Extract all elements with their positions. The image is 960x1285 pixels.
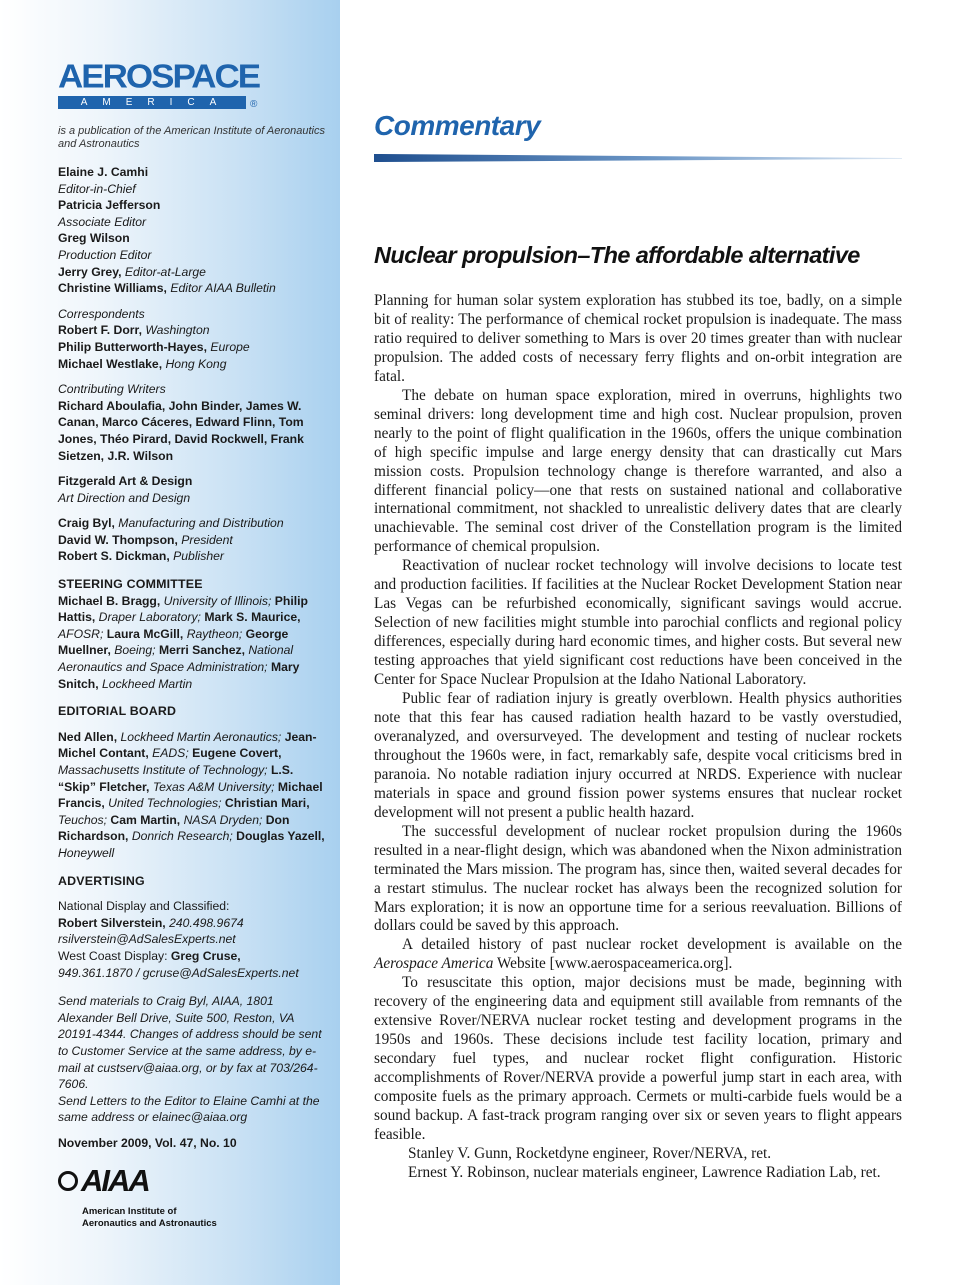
author-signature: Ernest Y. Robinson, nuclear materials engineer, Lawrence Radiation Lab, ret. [408, 1163, 881, 1181]
article-paragraph: Reactivation of nuclear rocket technology will involve decisions to locate test and production facilities. If facilities at the Nuclear Rocket Development Station near Las Vegas can be refurbished economically, significant savings would accrue. Selection of new facilities might stumble into parochial conflicts and regional policy differences, especially during hard economic times, and higher costs. But several new testing approaches that yield significant cost reductions have been conceived in the Center for Space Nuclear Propulsion at the Idaho National Laboratory. [374, 557, 902, 689]
business-line: Robert S. Dickman, Publisher [58, 549, 224, 564]
business-line: David W. Thompson, President [58, 532, 233, 547]
staff-name: Greg Wilson [58, 231, 130, 246]
staff-line [58, 264, 328, 281]
steering-heading: STEERING COMMITTEE [58, 577, 203, 592]
contributing-names: Richard Aboulafia, John Binder, James W. Canan, Marco Cáceres, Edward Flinn, Tom Jones, Théo Pirard, David Rockwell, Frank Sietzen, J.R. Wilson [58, 398, 304, 463]
art-role: Art Direction and Design [58, 490, 191, 505]
publisher-line: is a publication of the American Institute of Aeronautics and Astronautics [58, 125, 325, 150]
staff-role: Editor-at-Large [124, 264, 206, 279]
board-heading: EDITORIAL BOARD [58, 704, 177, 719]
staff-name: Elaine J. Camhi [58, 165, 149, 179]
correspondent: Philip Butterworth-Hayes, Europe [58, 339, 250, 354]
business-line: Craig Byl, Manufacturing and Distribution [58, 516, 284, 531]
send-letters: Send Letters to the Editor to Elaine Camhi at the same address or elainec@aiaa.org [58, 1093, 320, 1125]
registered-mark: ® [250, 99, 258, 110]
aerospace-america-logo [58, 58, 268, 110]
article-paragraph: A detailed history of past nuclear rocket development is available on the Aerospace America Website [www.aerospaceamerica.org]. [374, 936, 902, 973]
article-paragraph: The debate on human space exploration, mired in overruns, highlights two seminal drivers: long development time and high cost. Nuclear propulsion, proven nearly to the point of flight qualification in the 1960s, offers the unique combination of high specific impulse and large energy density that can drastically cut Mars mission costs. Propulsion technology change is therefore warranted, and also a different financial policy—one that rests on sustained national and collaborative international commitment, not shackled to unrealistic delivery dates that are clearly unachievable. The seminal cost driver of the Constellation program is the limited performance of chemical propulsion. [374, 386, 902, 556]
article-headline: Nuclear propulsion–The affordable alternative [374, 242, 860, 268]
aiaa-full-name: American Institute of Aeronautics and Astronautics [82, 1206, 217, 1229]
staff-list [58, 164, 328, 297]
send-materials: Send materials to Craig Byl, AIAA, 1801 Alexander Bell Drive, Suite 500, Reston, VA 20191-4344. Changes of address should be sent to Customer Service at the same address, by e-mail at custserv@aiaa.org, or by fax at 703/264-7606. [58, 994, 322, 1092]
section-title: Commentary [374, 110, 541, 141]
logo-title: AEROSPACE [58, 58, 260, 96]
staff-line [58, 280, 328, 297]
correspondent: Michael Westlake, Hong Kong [58, 356, 227, 371]
staff-role: Associate Editor [58, 214, 147, 229]
contributing-writers [58, 381, 328, 464]
ad-line: West Coast Display: Greg Cruse, [58, 948, 241, 963]
staff-name: Christine Williams, [58, 281, 167, 296]
logo-subtitle: AMERICA [58, 96, 246, 109]
board-members: Ned Allen, Lockheed Martin Aeronautics; Jean-Michel Contant, EADS; Eugene Covert, Massachusetts Institute of Technology; L.S. “Skip” Fletcher, Texas A&M University; Michael Francis, United Technologies; Christian Mari, Teuchos; Cam Martin, NASA Dryden; Don Richardson, Donrich Research; Douglas Yazell, Honeywell [58, 729, 325, 860]
section-divider [374, 154, 902, 162]
article-paragraph: To resuscitate this option, major decisions must be made, beginning with recovery of the engineering data and equipment still available from remnants of the extensive Rover/NERVA nuclear rocket testing and development programs in the 1950s and 1960s. These decisions include test facility location, primary and secondary fuel types, and nuclear rocket flight configuration. Historic accomplishments of Rover/NERVA provide a powerful jump start in each area, with composite fuels as the primary approach. Cermets or multi-carbide fuels would be a sound backup. A fast-track program ranging over six or seven years to flight appears feasible. [374, 974, 902, 1143]
staff-role: Production Editor [58, 247, 152, 262]
advertising-heading: ADVERTISING [58, 873, 145, 888]
article-paragraph: Planning for human solar system exploration has stubbed its toe, badly, on a simple bit of reality: The performance of chemical rocket propulsion is inadequate. The mass ratio required to deliver something to Mars is over 20 times greater than with nuclear propulsion. The added costs of necessary ferry flights and on-orbit integration are fatal. [374, 292, 902, 385]
correspondents [58, 306, 328, 372]
ad-line: Robert Silverstein, 240.498.9674 [58, 915, 244, 930]
staff-name: Jerry Grey, [58, 264, 122, 279]
article-paragraph: Public fear of radiation injury is greatly overblown. Health physics authorities note that this fear has caused radiation health hazard to be vastly overstudied, overanalyzed, and oversurveyed. The development and testing of nuclear rockets throughout the 1960s were, in fact, remarkably safe, despite vocal criticisms bred in paranoia. No notable radiation injury occurred at NRDS. Experience with nuclear materials in space and ground fission power systems ensures that nuclear rocket development will not present a public health hazard. [374, 690, 902, 821]
steering-members: Michael B. Bragg, University of Illinois; Philip Hattis, Draper Laboratory; Mark S. Maurice, AFOSR; Laura McGill, Raytheon; George Muellner, Boeing; Merri Sanchez, National Aeronautics and Space Administration; Mary Snitch, Lockheed Martin [58, 593, 308, 691]
ad-phone: 949.361.1870 / gcruse@AdSalesExperts.net [58, 965, 299, 980]
correspondents-label: Correspondents [58, 306, 145, 321]
masthead-sidebar [0, 0, 340, 1285]
business-staff [58, 515, 328, 565]
article-body [374, 292, 902, 1183]
aiaa-logo [58, 1164, 288, 1230]
ad-email: rsilverstein@AdSalesExperts.net [58, 932, 236, 947]
contributing-label: Contributing Writers [58, 382, 166, 397]
staff-name: Patricia Jefferson [58, 198, 161, 213]
article-paragraph: The successful development of nuclear rocket propulsion during the 1960s resulted in a near-flight design, which was abandoned when the Nixon administration terminated the Mars mission. The program has, since then, waited several decades for a restart stimulus. The nuclear rocket has always been the recognized solution for Mars exploration; it is now an opportune time for a serious reevaluation. Billions of dollars could be saved by this approach. [374, 822, 902, 935]
art-name: Fitzgerald Art & Design [58, 474, 193, 489]
staff-directory [58, 125, 328, 1151]
correspondent: Robert F. Dorr, Washington [58, 323, 210, 338]
art-direction [58, 473, 328, 506]
staff-role: Editor-in-Chief [58, 181, 136, 196]
aiaa-circle-icon [58, 1171, 78, 1191]
staff-role: Editor AIAA Bulletin [170, 281, 276, 296]
aiaa-wordmark: AIAA [58, 1164, 288, 1198]
advertising-contacts [58, 898, 328, 981]
magazine-title: Aerospace America [374, 955, 494, 973]
ad-line: National Display and Classified: [58, 899, 230, 914]
issue-line: November 2009, Vol. 47, No. 10 [58, 1135, 237, 1150]
author-signature: Stanley V. Gunn, Rocketdyne engineer, Rover/NERVA, ret. [408, 1144, 772, 1162]
